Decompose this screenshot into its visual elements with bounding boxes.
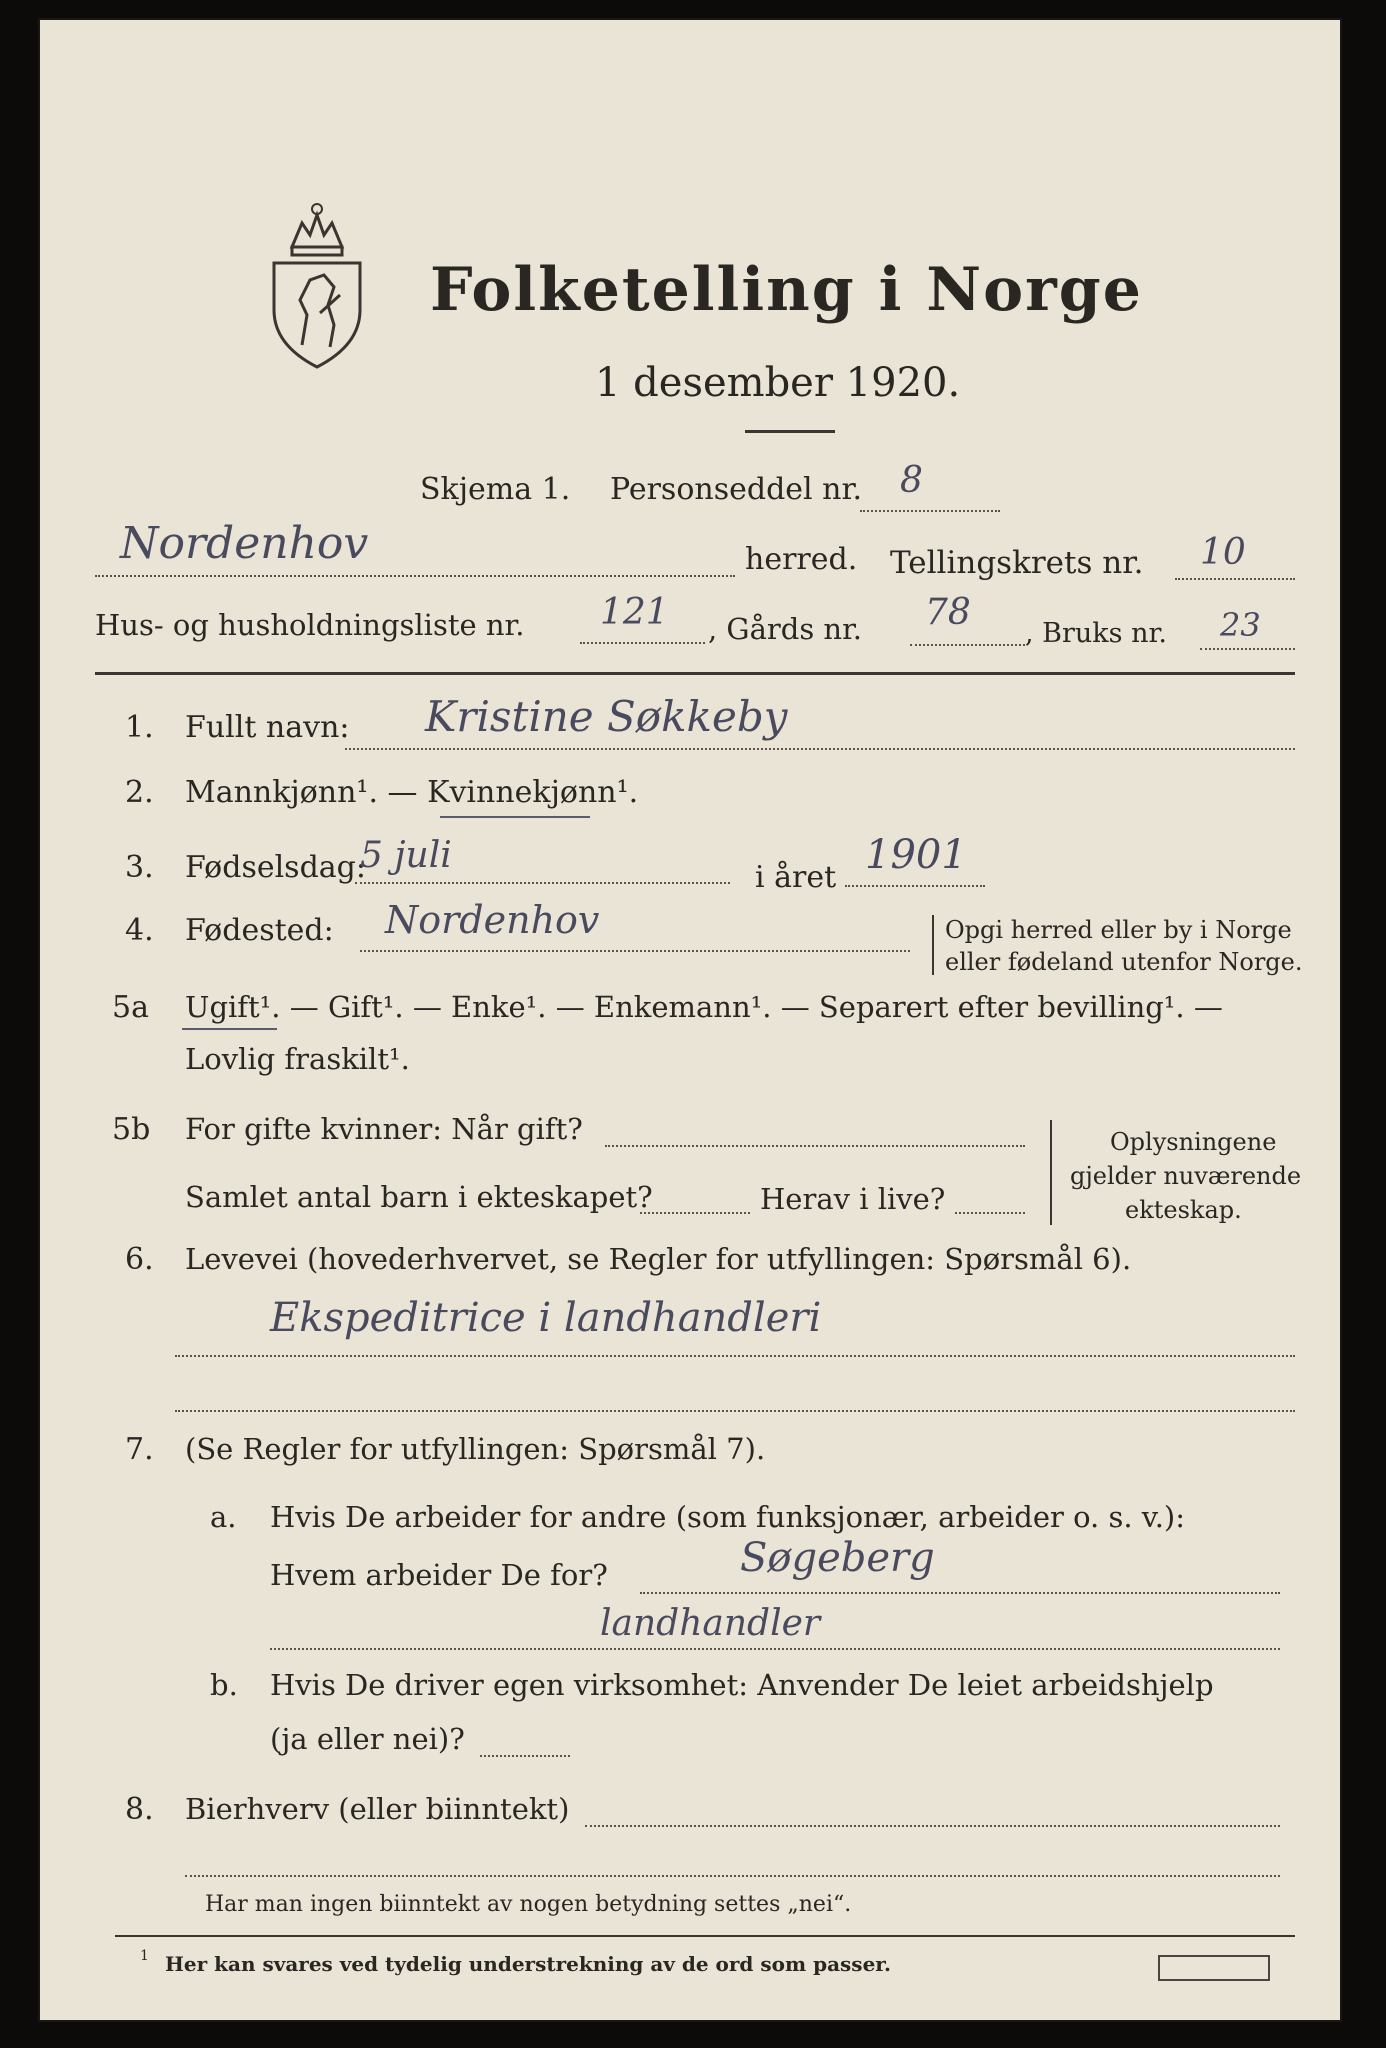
q7a-text: Hvis De arbeider for andre (som funksjonær, arbeider o. s. v.): (270, 1500, 1186, 1534)
bruks-label: , Bruks nr. (1025, 618, 1168, 649)
q7a-letter: a. (210, 1500, 237, 1534)
q5b-number: 5b (112, 1112, 151, 1147)
footnote-mark: 1 (140, 1948, 149, 1964)
q4-line (360, 950, 910, 952)
q2-number: 2. (125, 775, 154, 810)
q4-value: Nordenhov (385, 898, 600, 942)
q3-number: 3. (125, 850, 154, 885)
form-title: Folketelling i Norge (430, 255, 1143, 325)
q7-number: 7. (125, 1432, 154, 1467)
q6-line2 (175, 1410, 1295, 1412)
q7a-value2: landhandler (600, 1603, 821, 1644)
q7b-letter: b. (210, 1668, 238, 1702)
hus-line (580, 642, 705, 644)
title-divider (745, 430, 835, 433)
q7a-value1: Søgeberg (740, 1535, 935, 1581)
personseddel-label: Personseddel nr. (610, 472, 863, 507)
q5b-note-line3: ekteskap. (1125, 1196, 1242, 1224)
q5b-live-line (955, 1212, 1025, 1214)
q7a-question: Hvem arbeider De for? (270, 1558, 608, 1592)
coat-of-arms-icon (262, 195, 372, 370)
q8-line2 (185, 1875, 1280, 1877)
q5a-text: Ugift¹. — Gift¹. — Enke¹. — Enkemann¹. — Separert efter bevilling¹. — (185, 990, 1223, 1024)
census-date: 1 desember 1920. (595, 360, 961, 406)
q5b-line2b: Herav i live? (760, 1182, 946, 1216)
q3-label: Fødselsdag: (185, 850, 366, 885)
q3-line (355, 882, 730, 884)
q5b-line2a: Samlet antal barn i ekteskapet? (185, 1180, 653, 1214)
footnote-text: Her kan svares ved tydelig understrekning av de ord som passer. (165, 1952, 891, 1976)
footer-note: Har man ingen biinntekt av nogen betydning settes „nei“. (205, 1892, 852, 1917)
herred-line (95, 575, 735, 577)
gards-label: , Gårds nr. (708, 612, 862, 646)
tellingskrets-line (1175, 578, 1295, 580)
herred-label: herred. (745, 542, 858, 577)
q7b-line (480, 1755, 570, 1757)
q4-label: Fødested: (185, 913, 334, 948)
bruks-value: 23 (1220, 606, 1261, 644)
q5b-note-brace (1050, 1120, 1052, 1225)
q6-number: 6. (125, 1242, 154, 1277)
q6-value: Ekspeditrice i landhandleri (270, 1295, 822, 1341)
gards-value: 78 (925, 592, 971, 633)
meta-divider (95, 672, 1295, 675)
q7b-question: (ja eller nei)? (270, 1722, 465, 1756)
q6-text: Levevei (hovederhvervet, se Regler for utfyllingen: Spørsmål 6). (185, 1242, 1132, 1276)
q2-underline (440, 816, 590, 818)
personseddel-line (860, 510, 1000, 512)
gards-line (910, 644, 1025, 646)
q1-label: Fullt navn: (185, 710, 350, 745)
q5b-gift-line (605, 1145, 1025, 1147)
hus-value: 121 (600, 592, 669, 633)
q4-note-line2: eller fødeland utenfor Norge. (945, 948, 1303, 976)
skjema-label: Skjema 1. (420, 472, 571, 507)
q5b-note-line2: gjelder nuværende (1070, 1162, 1302, 1190)
q7a-line1 (640, 1592, 1280, 1594)
q1-number: 1. (125, 710, 154, 745)
footer-divider (115, 1935, 1295, 1937)
tellingskrets-value: 10 (1200, 532, 1246, 573)
q5b-line1: For gifte kvinner: Når gift? (185, 1112, 583, 1146)
printer-stamp (1158, 1955, 1270, 1981)
q1-line (345, 748, 1295, 750)
q3-year-line (845, 885, 985, 887)
q4-note-line1: Opgi herred eller by i Norge (945, 916, 1292, 944)
herred-value: Nordenhov (120, 518, 369, 569)
q5a-underline (182, 1028, 277, 1030)
q5b-note-line1: Oplysningene (1110, 1128, 1277, 1156)
hus-label: Hus- og husholdningsliste nr. (95, 608, 525, 642)
q7a-line2 (270, 1648, 1280, 1650)
q3-year-label: i året (755, 860, 837, 895)
q5a-number: 5a (112, 990, 149, 1025)
q4-note-brace (932, 915, 934, 975)
personseddel-value: 8 (900, 460, 923, 501)
q3-year-value: 1901 (865, 832, 967, 878)
q2-text: Mannkjønn¹. — Kvinnekjønn¹. (185, 775, 639, 810)
q8-line1 (585, 1825, 1280, 1827)
q4-number: 4. (125, 913, 154, 948)
census-form (40, 20, 1340, 2020)
tellingskrets-label: Tellingskrets nr. (890, 545, 1144, 581)
q7-text: (Se Regler for utfyllingen: Spørsmål 7). (185, 1432, 766, 1466)
q1-value: Kristine Søkkeby (425, 692, 788, 741)
q8-label: Bierhverv (eller biinntekt) (185, 1792, 570, 1826)
q8-number: 8. (125, 1792, 154, 1827)
bruks-line (1200, 648, 1295, 650)
q7b-text: Hvis De driver egen virksomhet: Anvender De leiet arbeidshjelp (270, 1668, 1214, 1702)
q6-line1 (175, 1355, 1295, 1357)
q5a-text2: Lovlig fraskilt¹. (185, 1042, 410, 1076)
q3-value: 5 juli (360, 835, 452, 876)
q5b-barn-line (640, 1212, 750, 1214)
